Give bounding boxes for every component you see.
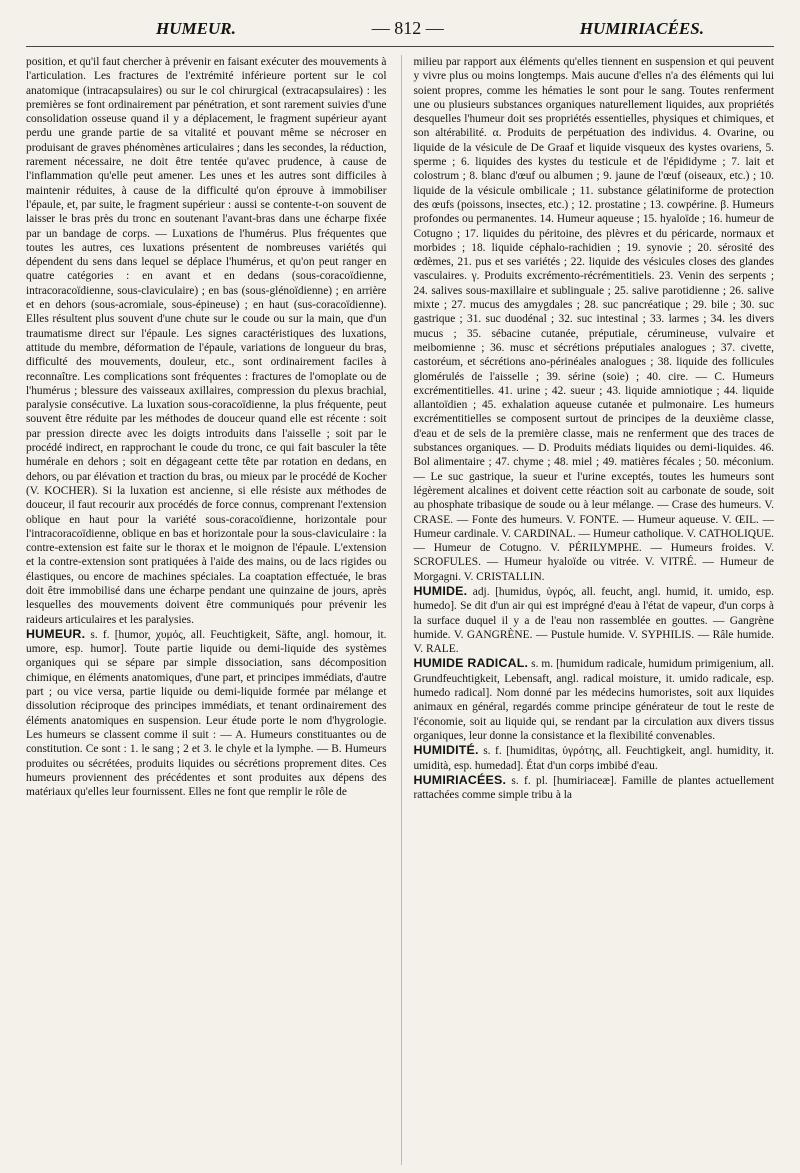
headword-humeur: HUMEUR. [26,626,86,641]
entry-humide-radical [414,656,775,743]
left-column [26,55,387,1165]
headword-humide-radical: HUMIDE RADICAL. [413,656,529,671]
entry-humide-body: adj. [humidus, ὑγρός, all. feucht, angl. humid, it. umido, esp. humedo]. Se dit d'un air qui est imprégné d'eau à l'état de vapeur, d'un corps à la surface duquel il y a de l'eau non rassemblée en gouttes. — Gangrène humide. V. GANGRÈNE. — Pustule humide. V. SYPHILIS. — Râle humide. V. RALE. [413,585,774,656]
running-head [26,18,774,47]
humeur-continuation-paragraph: milieu par rapport aux éléments qu'elles tiennent en suspension et qui peuvent y vivre plus ou moins longtemps. Mais aucune d'elles n'a des éléments qui lui soient propres, comme les hématies le sont pour le sang. Toutes renferment une ou plusieurs substances organiques naturellement liquides, aux propriétés desquelles l'humeur doit ses propriétés essentielles, physiques et chimiques, et son altérabilité. α. Produits de perpétuation des individus. 4. Ovarine, ou liquide de la vésicule de De Graaf et liquide visqueux des kystes ovariens, 5. sperme ; 6. liquides des kystes du testicule et de l'épididyme ; 7. lait et colostrum ; 8. blanc d'œuf ou albumen ; 9. jaune de l'œuf (oiseaux, etc.) ; 10. liquide de la vésicule ombilicale ; 11. substance gélatiniforme de protection des œufs (poissons, insectes, etc.) ; 12. prostatine ; 13. cowpérine. β. Humeurs profondes ou permanentes. 14. Humeur aqueuse ; 15. hyaloïde ; 16. humeur de Cotugno ; 17. liquides du péritoine, des plèvres et du péricarde, normaux et morbides ; 18. liquide céphalo-rachidien ; 19. synovie ; 20. sérosité des œdèmes, 21. pus et ses variétés ; 22. liquide des vésicules closes des glandes vasculaires. γ. Produits excrémento-récrémentitiels. 23. Venin des serpents ; 24. salives sous-maxillaire et sublinguale ; 25. salive parotidienne ; 26. salive mixte ; 27. mucus des amygdales ; 28. suc pancréatique ; 29. bile ; 30. suc gastrique ; 31. suc duodénal ; 32. suc intestinal ; 33. larmes ; 34. les divers mucus ; 35. sébacine cutanée, préputiale, cérumineuse, vulvaire et meibomienne ; 36. musc et sécrétions préputiales analogues ; 37. civette, castoréum, et sécrétions ano-périnéales analogues ; 38. liquide des follicules glomérulés de l'aisselle ; 39. sérine (soie) ; 40. cire. — C. Humeurs excrémentitielles. 41. urine ; 42. sueur ; 43. liquide amniotique ; 44. liquide allantoïdien ; 45. exhalation aqueuse cutanée et pulmonaire. Les humeurs excrémentitielles se composent surtout de principes de la deuxième classe, d'eau et de sels de la première classe, mais ne renferment que des traces de substances organiques. — D. Produits médiats liquides ou demi-liquides. 46. Bol alimentaire ; 47. chyme ; 48. miel ; 49. matières fécales ; 50. méconium. — Le suc gastrique, la sueur et l'urine exceptés, toutes les humeurs sont légèrement alcalines et doivent cette réaction soit au carbonate de soude, soit au phosphate tribasique de soude ou à leur mélange. — Crase des humeurs. V. CRASE. — Fonte des humeurs. V. FONTE. — Humeur aqueuse. V. ŒIL. — Humeur cardinale. V. CARDINAL. — Humeur catholique. V. CATHOLIQUE. — Humeur de Cotugno. V. PÉRILYMPHE. — Humeurs froides. V. SCROFULES. — Humeur hyaloïde ou vitrée. V. VITRÉ. — Humeur de Morgagni. V. CRISTALLIN. [413,56,774,583]
headword-humide: HUMIDE. [413,583,468,598]
entry-humide [414,584,775,656]
entry-humidite-body: s. f. [humiditas, ὑγρότης, all. Feuchtigkeit, angl. humidity, it. umidità, esp. humedad]. État d'un corps imbibé d'eau. [413,745,774,772]
entry-humiriacees-body: s. f. pl. [humiriaceæ]. Famille de plantes actuellement rattachées comme simple tribu à la [413,774,774,802]
headword-humidite: HUMIDITÉ. [413,743,479,758]
entry-humiriacees [414,773,775,803]
entry-humeur-body: s. f. [humor, χυμός, all. Feuchtigkeit, Säfte, angl. homour, it. umore, esp. humor]. Toute partie liquide ou demi-liquide des systèmes organiques qui se sépare par simple dissociation, sans décomposition chimique, en éléments anatomiques, d'une part, et principes immédiats, d'autre part ; ou vice versa, partie liquide ou demi-liquide formée par mélange et dissolution réciproque des principes immédiats, et tenant ordinairement des éléments anatomiques en suspension. Leur étude porte le nom d'hygrologie. Les humeurs se classent comme il suit : — A. Humeurs constituantes ou de constitution. Ce sont : 1. le sang ; 2 et 3. le chyle et la lymphe. — B. Humeurs produites ou sécrétées, produits liquides ou sécrétions proprement dites. Ces humeurs proviennent des précédentes et sont produites aux dépens des matériaux qu'elles leur fournissent. Elles ne font que remplir le rôle de [26,628,387,799]
page-number: — 812 — [371,18,444,38]
right-column [401,55,775,1165]
entry-humide-radical-body: s. m. [humidum radicale, humidum primigenium, all. Grundfeuchtigkeit, Lebensaft, angl. radical moisture, it. umido radicale, esp. humedo radical]. Nom donné par les médecins humoristes, soit aux liquides animaux en général, regardés comme principe générateur de tout le reste de l'économie, soit au liquide qui, se rendant par la circulation aux divers tissus organiques, leur donne la consistance et la flexibilité convenables. [413,658,774,742]
entry-humeur [26,627,387,800]
entry-humidite [414,743,775,773]
text-columns [26,55,774,1165]
header-right-word: HUMIRIACÉES. [579,19,704,38]
headword-humiriacees: HUMIRIACÉES. [413,772,507,787]
humerus-continuation-paragraph: position, et qu'il faut chercher à prévenir en faisant exécuter des mouvements à l'articulation. Les fractures de l'extrémité inférieure portent sur le col anatomique (intracapsulaires) ou sur le col chirurgical (extracapsulaires) : les premières se font ordinairement par pénétration, et sont rarement suivies d'une consolidation osseuse quand il y a déplacement, le fragment supérieur ayant perdu une grande partie de sa vitalité et pouvant même se nécroser en produisant de graves phénomènes articulaires ; dans les secondes, la réduction, rarement nécessaire, ne doit être tentée qu'avec prudence, à cause de l'inflammation qu'elle peut amener. Les unes et les autres sont difficiles à maintenir réduites, à cause de la difficulté qu'on éprouve à immobiliser l'épaule, et, par suite, le fragment supérieur : aussi se contente-t-on souvent de laisser le bras près du tronc en soutenant l'avant-bras dans une écharpe fixée par un bandage de corps. — Luxations de l'humérus. Plus fréquentes que toutes les autres, ces luxations présentent de nombreuses variétés qui dépendent du sens dans lequel se déplace l'humérus, et qu'on peut ranger en quatre catégories : en avant et en dedans (sous-coracoïdienne, intracoracoïdienne, sous-claviculaire) ; en bas (sous-glénoïdienne) ; en arrière et en dehors (sous-acromiale, sous-épineuse) ; en haut (sus-coracoïdienne). Elles résultent plus souvent d'une chute sur le coude ou sur la main, que d'un traumatisme direct sur l'épaule. Les signes caractéristiques des luxations, attitude du membre, déformation de l'épaule, variations de longueur du bras, difficulté des mouvements, douleur, etc., sont ordinairement faciles à reconnaître. Les complications sont fréquentes : fractures de l'omoplate ou de l'humérus ; blessure des vaisseaux axillaires, compression du plexus brachial, paralysie consécutive. La luxation sous-coracoïdienne, la plus fréquente, peut souvent être réduite par les méthodes de douceur quand elle est récente : soit par pression directe avec les doigts introduits dans l'aisselle ; soit par le procédé indirect, en rapprochant le coude du tronc, ce qui fait basculer la tête humérale en dehors ; soit en dégageant cette tête par rotation en dedans, en dehors, ou par élévation et traction du bras, ou mieux par le procédé de Kocher (V. KOCHER). Si la luxation est ancienne, si elle résiste aux méthodes de douceur, il faut recourir aux procédés de force connus, comprenant l'extension oblique en haut pour la variété sous-coracoïdienne, horizontale pour l'intracoracoïdienne, oblique en bas et horizontale pour la sous-claviculaire : la contre-extension est faite sur le thorax et le moignon de l'épaule. L'extension et la contre-extension sont pratiquées à l'aide des mains, ou de lacs rigides ou élastiques, ou encore de machines spéciales. La coaptation effectuée, le bras doit être immobilisé dans une écharpe pendant une quinzaine de jours, après lesquelles des mouvements doivent être communiqués pour prévenir les raideurs articulaires et les paralysies. [26,56,387,626]
header-left-word: HUMEUR. [156,19,236,38]
